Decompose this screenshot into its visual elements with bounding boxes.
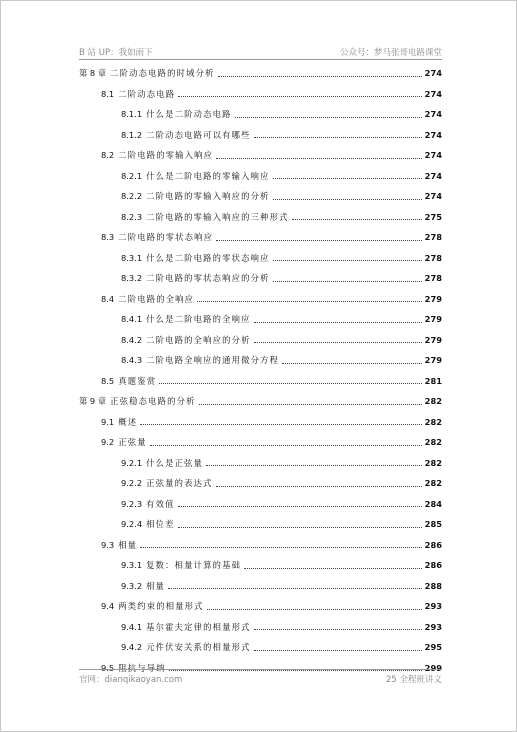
toc-entry-title: 二阶电路的零输入响应 bbox=[118, 150, 214, 161]
toc-entry-number: 8.2 bbox=[101, 150, 115, 161]
toc-entry-title: 概述 bbox=[118, 416, 138, 427]
toc-entry-number: 8.1.2 bbox=[121, 129, 143, 140]
toc-entry-title: 阻抗与导纳 bbox=[118, 662, 166, 673]
toc-entry-page-number: 279 bbox=[424, 355, 442, 366]
toc-entry-page-number: 285 bbox=[424, 519, 442, 530]
toc-entry-number: 8.3.1 bbox=[121, 252, 143, 263]
toc-entry-page-number: 274 bbox=[424, 129, 442, 140]
toc-entry-page-number: 288 bbox=[424, 580, 442, 591]
toc-entry[interactable] bbox=[79, 104, 442, 125]
toc-entry[interactable] bbox=[79, 289, 442, 310]
footer-right-text: 25 全程班讲义 bbox=[385, 675, 442, 685]
toc-entry-title: 二阶电路的全响应 bbox=[118, 293, 195, 304]
dot-leader bbox=[235, 117, 422, 118]
toc-entry-page-number: 279 bbox=[424, 293, 442, 304]
toc-entry-title: 什么是二阶电路的全响应 bbox=[146, 314, 251, 325]
toc-entry-title: 二阶电路全响应的通用微分方程 bbox=[146, 355, 280, 366]
toc-entry-number: 9.3.1 bbox=[121, 560, 143, 571]
toc-entry[interactable] bbox=[79, 309, 442, 330]
toc-entry[interactable] bbox=[79, 412, 442, 433]
toc-entry[interactable] bbox=[79, 617, 442, 638]
toc-entry[interactable] bbox=[79, 63, 442, 84]
toc-entry-number: 9.4.2 bbox=[121, 642, 143, 653]
toc-entry-page-number: 278 bbox=[424, 273, 442, 284]
toc-entry-page-number: 282 bbox=[424, 457, 442, 468]
footer-left-text: 官网：dianqikaoyan.com bbox=[79, 675, 183, 685]
toc-entry[interactable] bbox=[79, 84, 442, 105]
toc-entry-number: 8.3.2 bbox=[121, 273, 143, 284]
dot-leader bbox=[282, 363, 422, 364]
toc-entry-title: 有效值 bbox=[146, 498, 175, 509]
toc-entry-number: 8.5 bbox=[101, 375, 115, 386]
toc-entry-number: 第 9 章 bbox=[79, 396, 107, 407]
dot-leader bbox=[168, 588, 422, 589]
dot-leader bbox=[197, 301, 421, 302]
toc-entry-number: 8.2.3 bbox=[121, 211, 143, 222]
page-footer bbox=[79, 669, 442, 684]
toc-entry-page-number: 293 bbox=[424, 601, 442, 612]
dot-leader bbox=[254, 629, 422, 630]
toc-entry-page-number: 274 bbox=[424, 170, 442, 181]
toc-entry-title: 二阶电路的零状态响应 bbox=[118, 232, 214, 243]
toc-entry-title: 相位差 bbox=[146, 519, 175, 530]
toc-entry-title: 复数：相量计算的基础 bbox=[146, 560, 242, 571]
toc-entry[interactable] bbox=[79, 473, 442, 494]
toc-entry[interactable] bbox=[79, 145, 442, 166]
toc-entry-number: 9.3.2 bbox=[121, 580, 143, 591]
toc-entry[interactable] bbox=[79, 596, 442, 617]
toc-entry[interactable] bbox=[79, 453, 442, 474]
toc-entry-page-number: 279 bbox=[424, 334, 442, 345]
toc-entry-title: 元件伏安关系的相量形式 bbox=[146, 642, 251, 653]
dot-leader bbox=[178, 506, 422, 507]
toc-entry-number: 9.3 bbox=[101, 539, 115, 550]
toc-entry-page-number: 284 bbox=[424, 498, 442, 509]
toc-entry-title: 什么是二阶电路的零输入响应 bbox=[146, 170, 270, 181]
toc-entry-page-number: 286 bbox=[424, 539, 442, 550]
toc-entry-title: 二阶动态电路可以有哪些 bbox=[146, 129, 251, 140]
toc-entry-number: 8.4.3 bbox=[121, 355, 143, 366]
toc-entry-number: 9.2.3 bbox=[121, 498, 143, 509]
toc-entry[interactable] bbox=[79, 432, 442, 453]
toc-entry-number: 8.4.1 bbox=[121, 314, 143, 325]
toc-entry-page-number: 274 bbox=[424, 191, 442, 202]
toc-entry-page-number: 279 bbox=[424, 314, 442, 325]
toc-entry-number: 9.2.2 bbox=[121, 478, 143, 489]
toc-entry[interactable] bbox=[79, 350, 442, 371]
dot-leader bbox=[273, 199, 422, 200]
toc-entry-page-number: 274 bbox=[424, 150, 442, 161]
toc-entry-number: 8.1.1 bbox=[121, 109, 143, 120]
toc-entry-page-number: 282 bbox=[424, 437, 442, 448]
toc-entry[interactable] bbox=[79, 555, 442, 576]
toc-entry[interactable] bbox=[79, 166, 442, 187]
toc-entry-title: 二阶动态电路 bbox=[118, 88, 176, 99]
toc-entry[interactable] bbox=[79, 514, 442, 535]
toc-entry[interactable] bbox=[79, 330, 442, 351]
toc-entry[interactable] bbox=[79, 248, 442, 269]
dot-leader bbox=[254, 650, 422, 651]
toc-entry-page-number: 278 bbox=[424, 232, 442, 243]
toc-entry-page-number: 278 bbox=[424, 252, 442, 263]
toc-entry-page-number: 295 bbox=[424, 642, 442, 653]
toc-entry-number: 9.4.1 bbox=[121, 621, 143, 632]
toc-entry-title: 二阶电路的零输入响应的三种形式 bbox=[146, 211, 289, 222]
toc-entry-number: 9.2.1 bbox=[121, 457, 143, 468]
dot-leader bbox=[199, 404, 422, 405]
dot-leader bbox=[254, 137, 422, 138]
toc-entry-title: 二阶动态电路的时域分析 bbox=[110, 68, 215, 79]
toc-entry-page-number: 282 bbox=[424, 396, 442, 407]
dot-leader bbox=[273, 260, 422, 261]
header-left-text: B 站 UP：我如雨下 bbox=[79, 48, 153, 58]
toc-entry-page-number: 281 bbox=[424, 375, 442, 386]
toc-entry-title: 正弦稳态电路的分析 bbox=[110, 396, 196, 407]
toc-entry[interactable] bbox=[79, 494, 442, 515]
toc-entry-title: 什么是二阶动态电路 bbox=[146, 109, 232, 120]
toc-entry-page-number: 286 bbox=[424, 560, 442, 571]
table-of-contents bbox=[79, 63, 442, 678]
toc-entry[interactable] bbox=[79, 371, 442, 392]
toc-entry-number: 8.1 bbox=[101, 88, 115, 99]
toc-entry-number: 8.4 bbox=[101, 293, 115, 304]
toc-entry-number: 第 8 章 bbox=[79, 68, 107, 79]
toc-entry-number: 9.2.4 bbox=[121, 519, 143, 530]
dot-leader bbox=[206, 465, 422, 466]
toc-entry-title: 什么是二阶电路的零状态响应 bbox=[146, 252, 270, 263]
dot-leader bbox=[216, 240, 421, 241]
dot-leader bbox=[178, 527, 422, 528]
dot-leader bbox=[254, 322, 422, 323]
dot-leader bbox=[254, 342, 422, 343]
toc-entry-number: 9.1 bbox=[101, 416, 115, 427]
toc-entry-number: 9.4 bbox=[101, 601, 115, 612]
toc-entry-title: 二阶电路的全响应的分析 bbox=[146, 334, 251, 345]
toc-entry-page-number: 275 bbox=[424, 211, 442, 222]
toc-entry-title: 相量 bbox=[146, 580, 166, 591]
toc-entry-page-number: 274 bbox=[424, 88, 442, 99]
toc-entry-title: 正弦量 bbox=[118, 437, 147, 448]
dot-leader bbox=[159, 383, 421, 384]
dot-leader bbox=[273, 281, 422, 282]
toc-entry-number: 8.2.2 bbox=[121, 191, 143, 202]
toc-entry[interactable] bbox=[79, 576, 442, 597]
dot-leader bbox=[216, 486, 422, 487]
toc-entry-title: 两类约束的相量形式 bbox=[118, 601, 204, 612]
dot-leader bbox=[178, 96, 421, 97]
toc-entry-title: 什么是正弦量 bbox=[146, 457, 204, 468]
toc-entry-title: 相量 bbox=[118, 539, 138, 550]
toc-entry-page-number: 274 bbox=[424, 109, 442, 120]
toc-entry-title: 二阶电路的零状态响应的分析 bbox=[146, 273, 270, 284]
dot-leader bbox=[150, 445, 422, 446]
toc-entry-title: 基尔霍夫定律的相量形式 bbox=[146, 621, 251, 632]
toc-entry[interactable] bbox=[79, 268, 442, 289]
toc-entry-page-number: 274 bbox=[424, 68, 442, 79]
toc-entry[interactable] bbox=[79, 227, 442, 248]
dot-leader bbox=[207, 609, 422, 610]
toc-entry[interactable] bbox=[79, 637, 442, 658]
toc-entry[interactable] bbox=[79, 207, 442, 228]
dot-leader bbox=[218, 76, 422, 77]
toc-entry[interactable] bbox=[79, 186, 442, 207]
dot-leader bbox=[292, 219, 422, 220]
toc-entry-number: 8.4.2 bbox=[121, 334, 143, 345]
dot-leader bbox=[140, 547, 421, 548]
toc-entry-title: 真题鉴赏 bbox=[118, 375, 157, 386]
toc-entry-page-number: 299 bbox=[424, 662, 442, 673]
dot-leader bbox=[273, 178, 422, 179]
toc-entry-number: 8.3 bbox=[101, 232, 115, 243]
toc-entry-page-number: 293 bbox=[424, 621, 442, 632]
dot-leader bbox=[244, 568, 422, 569]
toc-entry-title: 二阶电路的零输入响应的分析 bbox=[146, 191, 270, 202]
toc-entry-number: 9.2 bbox=[101, 437, 115, 448]
toc-entry-title: 正弦量的表达式 bbox=[146, 478, 213, 489]
toc-entry-page-number: 282 bbox=[424, 416, 442, 427]
toc-entry-number: 9.5 bbox=[101, 662, 115, 673]
toc-entry[interactable] bbox=[79, 125, 442, 146]
page-header bbox=[79, 45, 442, 60]
dot-leader bbox=[140, 424, 421, 425]
toc-entry[interactable] bbox=[79, 535, 442, 556]
header-right-text: 公众号：梦马张哥电路课堂 bbox=[339, 48, 442, 58]
toc-entry[interactable] bbox=[79, 391, 442, 412]
toc-entry-page-number: 282 bbox=[424, 478, 442, 489]
toc-entry-number: 8.2.1 bbox=[121, 170, 143, 181]
dot-leader bbox=[216, 158, 421, 159]
